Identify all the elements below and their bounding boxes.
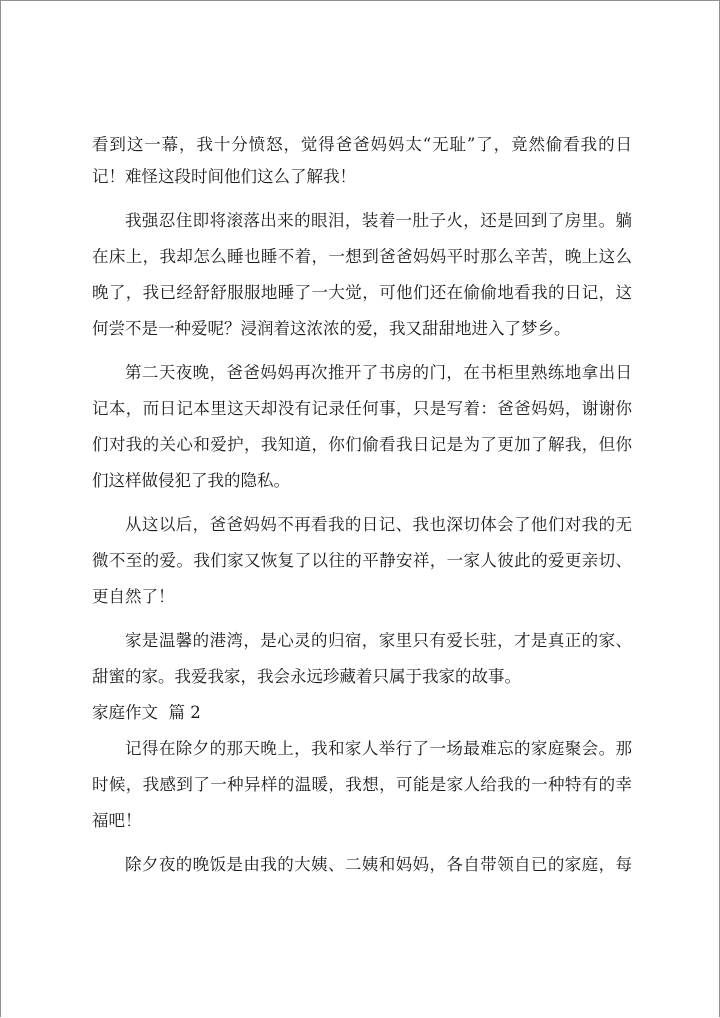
text-line: 记得在除夕的那天晚上，我和家人举行了一场最难忘的家庭聚会。那 xyxy=(125,739,632,758)
text-line: 记！难怪这段时间他们这么了解我！ xyxy=(92,167,356,186)
text-line: 微不至的爱。我们家又恢复了以往的平静安祥，一家人彼此的爱更亲切、 xyxy=(92,551,632,570)
text-line: 们这样做侵犯了我的隐私。 xyxy=(92,471,290,490)
section-heading: 家庭作文 篇 2 xyxy=(92,703,201,722)
text-line: 除夕夜的晚饭是由我的大姨、二姨和妈妈，各自带领自已的家庭，每 xyxy=(125,855,632,874)
text-line: 从这以后，爸爸妈妈不再看我的日记、我也深切体会了他们对我的无 xyxy=(125,515,632,534)
text-line: 记本，而日记本里这天却没有记录任何事，只是写着：爸爸妈妈，谢谢你 xyxy=(92,399,632,418)
text-line: 们对我的关心和爱护，我知道，你们偷看我日记是为了更加了解我，但你 xyxy=(92,435,632,454)
text-line: 福吧！ xyxy=(92,811,142,830)
text-line: 家是温馨的港湾，是心灵的归宿，家里只有爱长驻，才是真正的家、 xyxy=(125,631,632,650)
text-line: 晚了，我已经舒舒服服地睡了一大觉，可他们还在偷偷地看我的日记，这 xyxy=(92,283,632,302)
text-line: 看到这一幕，我十分愤怒，觉得爸爸妈妈太“无耻”了，竟然偷看我的日 xyxy=(92,135,632,154)
text-line: 更自然了！ xyxy=(92,587,175,606)
text-line: 甜蜜的家。我爱我家，我会永远珍藏着只属于我家的故事。 xyxy=(92,667,521,686)
text-line: 时候，我感到了一种异样的温暖，我想，可能是家人给我的一种特有的幸 xyxy=(92,775,632,794)
text-line: 何尝不是一种爱呢？浸润着这浓浓的爱，我又甜甜地进入了梦乡。 xyxy=(92,319,571,338)
text-line: 第二天夜晚，爸爸妈妈再次推开了书房的门，在书柜里熟练地拿出日 xyxy=(125,363,632,382)
text-line: 在床上，我却怎么睡也睡不着，一想到爸爸妈妈平时那么辛苦，晚上这么 xyxy=(92,247,632,266)
text-line: 我强忍住即将滚落出来的眼泪，装着一肚子火，还是回到了房里。躺 xyxy=(125,211,632,230)
